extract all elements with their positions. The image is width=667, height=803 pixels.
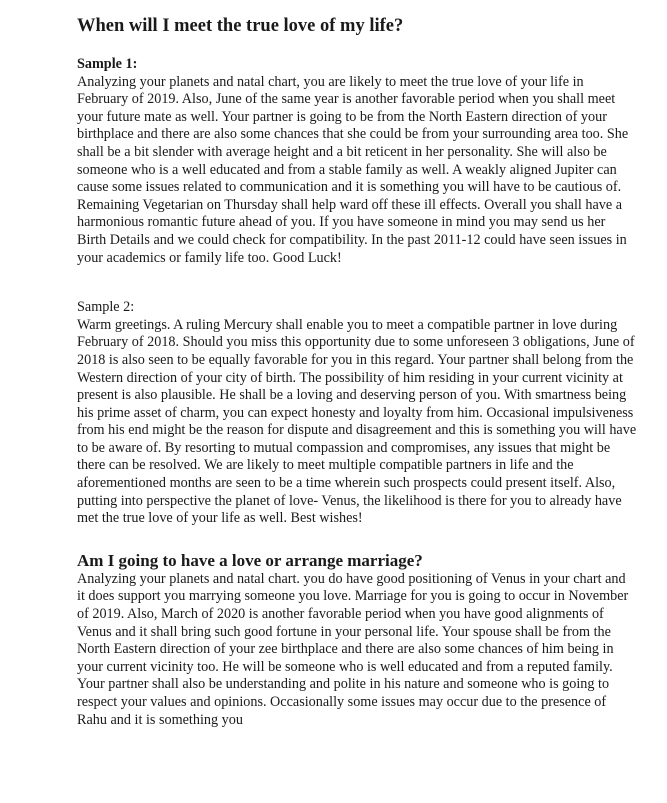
spacer [77,267,637,299]
section-heading: Am I going to have a love or arrange marriage? [77,550,423,570]
spacer [77,528,637,550]
sample-2-text: Warm greetings. A ruling Mercury shall enable you to meet a compatible partner in love during February of 2018. Should you miss this opportunity due to some unforeseen 3 obligations, June of 2018 is also seen to be equally favorable for you in this regard. Your partner shall belong from the Western direction of your city of birth. The possibility of him residing in your current vicinity at present is also plausible. He shall be a loving and deserving person of you. With smartness being his prime asset of charm, you can expect honesty and loyalty from him. Occasional impulsiveness from his end might be the reason for dispute and disagreement and this is something you will have to be aware of. By resorting to mutual compassion and compromises, any issues that might be there can be resolved. We are likely to meet multiple compatible partners in life and the aforementioned months are seen to be a time wherein such prospects could present itself. Also, putting into perspective the planet of love- Venus, the likelihood is there for you to already have met the true love of your life as well. Best wishes! [77,316,637,527]
section-2-text: Analyzing your planets and natal chart. you do have good positioning of Venus in your chart and it does support you marrying someone you love. Marriage for you is going to occur in November of 2019. Also, March of 2020 is another favorable period when you have good alignments of Venus and it shall bring such good fortune in your personal life. Your spouse shall be from the North Eastern direction of your zee birthplace and there are also some chances of him being in your current vicinity too. He will be someone who is well educated and from a reputed family. Your partner shall also be understanding and polite in his nature and someone who is going to respect your values and opinions. Occasionally some issues may occur due to the presence of Rahu and it is something you [77,570,629,728]
page-heading: When will I meet the true love of my life? [77,16,404,36]
sample-1-text: Analyzing your planets and natal chart, you are likely to meet the true love of your life in February of 2019. Also, June of the same year is another favorable period when you shall meet your future mate as well. Your partner is going to be from the North Eastern direction of your birthplace and there are also some chances that she could be from your surrounding area too. She shall be a bit slender with average height and a bit reticent in her personality. She will also be someone who is a well educated and from a stable family as well. A weakly aligned Jupiter can cause some issues related to communication and it is something you will have to be cautious of. Remaining Vegetarian on Thursday shall help ward off these ill effects. Overall you shall have a harmonious romantic future ahead of you. If you have someone in mind you may send us her Birth Details and we could check for compatibility. In the past 2011-12 could have seen issues in your academics or family life too. Good Luck! [77,73,629,266]
sample-2-label: Sample 2: [77,299,135,316]
sample-1-label: Sample 1: [77,56,138,72]
